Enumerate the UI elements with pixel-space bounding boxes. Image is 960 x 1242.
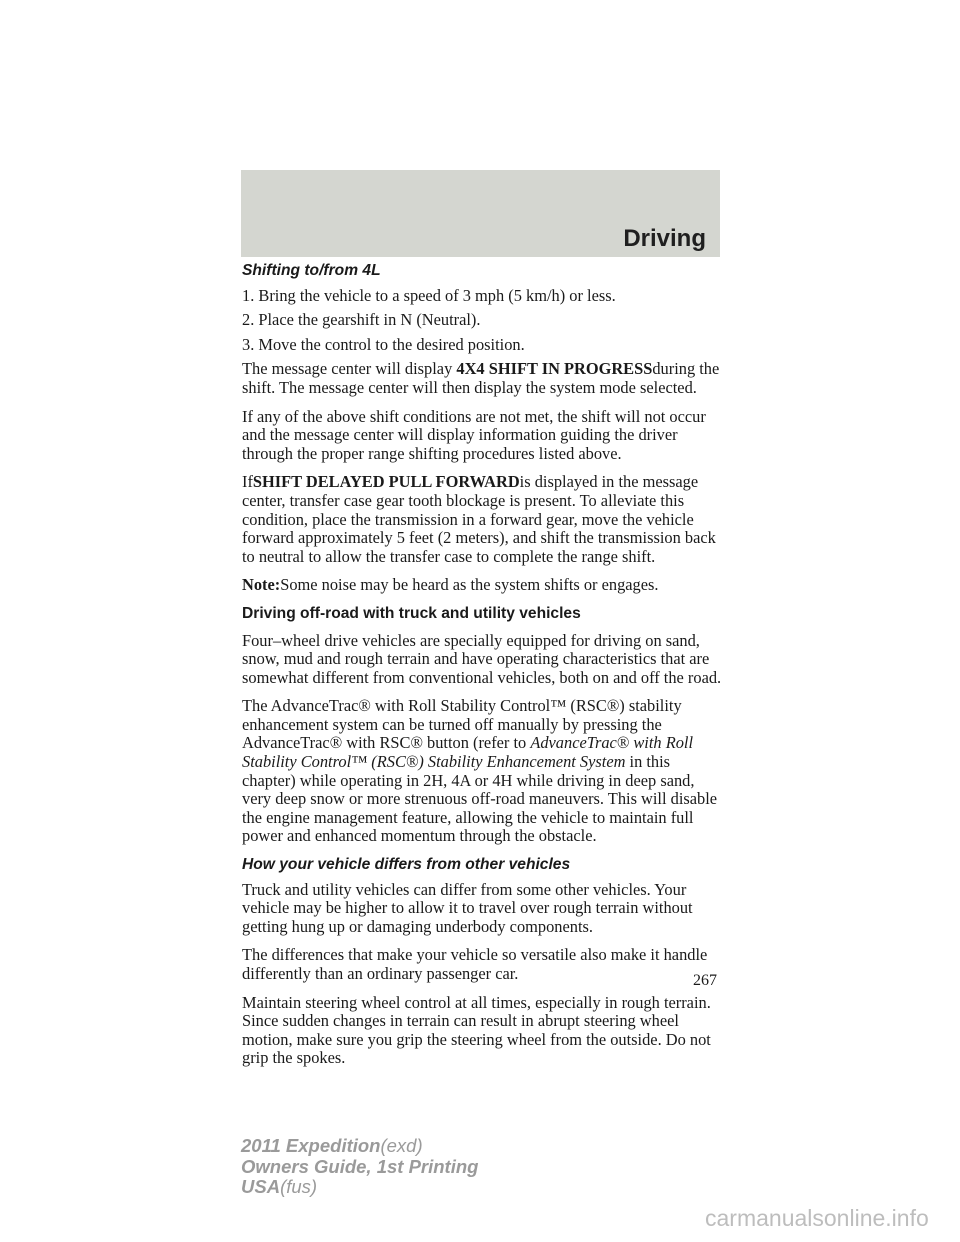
paragraph-shift-delayed: IfSHIFT DELAYED PULL FORWARDis displayed in the message center, transfer case gear tooth blockage is present. To alleviate this condition, place the transmission in a forward gear, move the vehicle forward approximately 5 feet (2 meters), and shift the transmission back to neutral to allow the transfer case to complete the range shift. (242, 472, 716, 566)
footer-market: USA (241, 1176, 281, 1197)
print-footer (241, 1136, 478, 1198)
message-shift-delayed: SHIFT DELAYED PULL FORWARD (252, 472, 520, 492)
note-label: Note: (242, 575, 281, 595)
message-4x4-shift: 4X4 SHIFT IN PROGRESS (456, 359, 653, 379)
footer-model-code: (exd) (380, 1135, 423, 1156)
paragraph-truck-utility: Truck and utility vehicles can differ from some other vehicles. Your vehicle may be higher to allow it to travel over rough terrain without getting hung up or damaging underbody components. (242, 879, 693, 936)
watermark: carmanualsonline.info (705, 1205, 929, 1231)
paragraph-shift-conditions: If any of the above shift conditions are not met, the shift will not occur and the message center will display information guiding the driver through the proper range shifting procedures listed above. (242, 406, 706, 463)
step-1: 1. Bring the vehicle to a speed of 3 mph (5 km/h) or less. (242, 285, 616, 305)
footer-edition: Owners Guide, 1st Printing (241, 1155, 479, 1177)
cross-reference: AdvanceTrac® with Roll Stability Control™ (RSC®) Stability Enhancement System (242, 733, 694, 772)
heading-off-road: Driving off-road with truck and utility vehicles (242, 604, 581, 622)
page-number: 267 (693, 972, 717, 989)
note: Note:Some noise may be heard as the system shifts or engages. (242, 575, 659, 595)
section-header-band (241, 170, 720, 257)
paragraph-steering-control: Maintain steering wheel control at all times, especially in rough terrain. Since sudden changes in terrain can result in abrupt steering wheel motion, make sure you grip the steering wheel from the outside. Do not grip the spokes. (242, 992, 711, 1068)
section-title: Driving (623, 225, 706, 252)
paragraph-message-center: The message center will display 4X4 SHIFT IN PROGRESSduring the shift. The message center will then display the system mode selected. (242, 359, 720, 397)
footer-model: 2011 Expedition (241, 1135, 381, 1156)
page-content (242, 262, 722, 1078)
paragraph-advancetrac: The AdvanceTrac® with Roll Stability Control™ (RSC®) stability enhancement system can be turned off manually by pressing the AdvanceTrac® with RSC® button (refer to AdvanceTrac® with Roll Stability Control™ (RSC®) Stability Enhancement System in this chapter) while operating in 2H, 4A or 4H while driving in deep sand, very deep snow or more strenuous off-road maneuvers. This will disable the engine management feature, allowing the vehicle to maintain full power and enhanced momentum through the obstacle. (242, 696, 718, 846)
paragraph-four-wheel-drive: Four–wheel drive vehicles are specially equipped for driving on sand, snow, mud and rough terrain and have operating characteristics that are somewhat different from conventional vehicles, both on and off the road. (242, 630, 722, 687)
step-2: 2. Place the gearshift in N (Neutral). (242, 310, 481, 330)
subheading-shifting-4l: Shifting to/from 4L (242, 262, 381, 279)
paragraph-differences: The differences that make your vehicle so versatile also make it handle differently than an ordinary passenger car. (242, 945, 708, 983)
footer-market-code: (fus) (280, 1176, 318, 1197)
step-3: 3. Move the control to the desired position. (242, 334, 525, 354)
subheading-vehicle-differs: How your vehicle differs from other vehicles (242, 856, 571, 874)
